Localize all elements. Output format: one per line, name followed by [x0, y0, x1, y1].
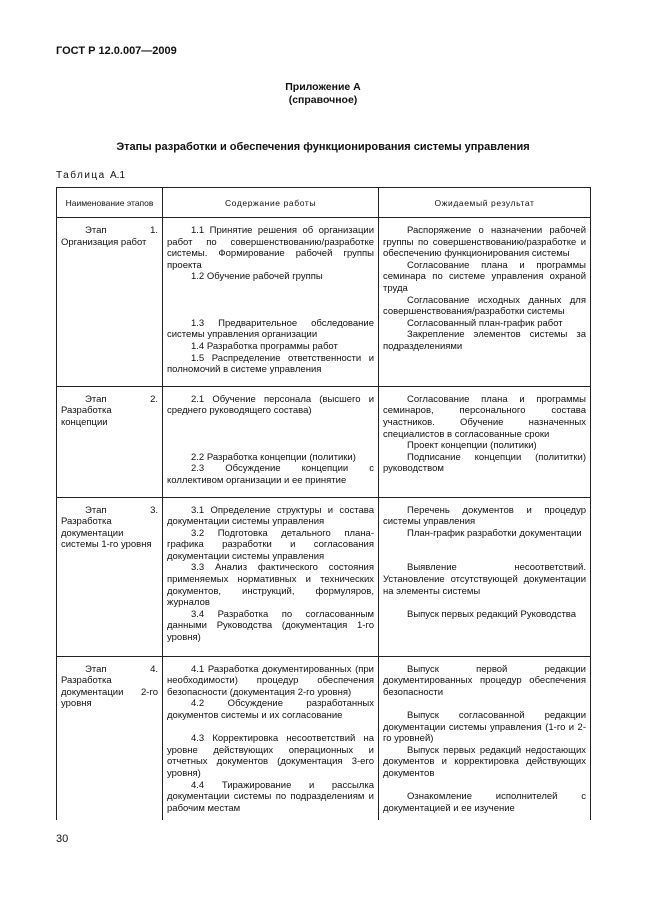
work-content: [163, 656, 379, 814]
result-item: Ознакомление исполнителей с документацией и ее изучение: [383, 791, 586, 814]
stage-name: Этап 3. Разработка документации системы 1-го уровня: [57, 497, 163, 644]
expected-result: [379, 656, 591, 814]
table-row: [57, 218, 591, 376]
result-item: Согласование плана и программы семинара по системе управления охраной труда: [383, 259, 586, 294]
result-item: Выпуск согласованной редакции документации системы управления (1-го и 2-го уровней): [383, 710, 586, 745]
result-item: Выпуск первой редакции документированных процедур обеспечения безопасности: [383, 663, 586, 698]
content-item: 3.2 Подготовка детального плана-графика разработки и согласования документации системы управления: [167, 527, 374, 562]
content-item: 1.2 Обучение рабочей группы: [191, 271, 323, 283]
result-item: Согласование плана и программы семинаров, персонального состава участников. Обучение назначенных специалистов в согласованные сроки: [383, 393, 586, 440]
header-work-content: Содержание работы: [163, 188, 379, 218]
result-item: Согласованный план-график работ: [407, 317, 563, 329]
content-item: 4.4 Тиражирование и рассылка документации системы по подразделениям и рабочим местам: [167, 779, 374, 814]
content-item: 1.3 Предварительное обследование системы управления организации: [167, 317, 374, 341]
content-item: 2.2 Разработка концепции (политики): [191, 451, 356, 463]
result-item: Выпуск первых редакций Руководства: [407, 608, 577, 620]
table-number: А.1: [110, 170, 126, 181]
header-expected-result: Ожидаемый результат: [379, 188, 591, 218]
table-header-row: [57, 188, 591, 218]
stage-name: Этап 1. Организация работ: [57, 218, 163, 376]
expected-result: [379, 497, 591, 644]
stages-table: [56, 187, 591, 820]
result-item: План-график разработки документации: [407, 527, 582, 539]
result-item: Закрепление элементов системы за подразделениями: [383, 329, 586, 352]
expected-result: [379, 386, 591, 486]
appendix-subtitle: (справочное): [288, 94, 358, 106]
expected-result: [379, 218, 591, 376]
page-number: 30: [56, 833, 69, 845]
stage-name: Этап 2. Разработка концепции: [57, 386, 163, 486]
content-item: 4.2 Обсуждение разработанных документов системы и их согласование: [167, 698, 374, 721]
content-item: 1.5 Распределение ответственности и полномочий в системе управления: [167, 352, 374, 376]
content-item: 3.4 Разработка по согласованным данными Руководства (документация 1-го уровня): [167, 608, 374, 644]
table-row: [57, 656, 591, 814]
table-row: [57, 386, 591, 486]
content-item: 3.3 Анализ фактического состояния применяемых нормативных и технических документов, инструкций, формуляров, журналов: [167, 562, 374, 609]
result-item: Выпуск первых редакций недостающих документов и корректировка действующих документов: [383, 744, 586, 779]
content-item: 4.3 Корректировка несоответствий на уровне действующих операционных и отчетных документов (документация 3-его уровня): [167, 733, 374, 779]
work-content: [163, 386, 379, 486]
result-item: Выявление несоответствий. Установление отсутствующей документации на элементы системы: [383, 562, 586, 597]
document-code: ГОСТ Р 12.0.007—2009: [56, 45, 177, 57]
table-row: [57, 497, 591, 644]
section-title: Этапы разработки и обеспечения функционирования системы управления: [116, 141, 530, 153]
stage-name: Этап 4. Разработка документации 2-го уровня: [57, 656, 163, 814]
work-content: [163, 218, 379, 376]
result-item: Проект концепции (политики): [407, 440, 537, 452]
result-item: Перечень документов и процедур системы управления: [383, 504, 586, 528]
work-content: [163, 497, 379, 644]
content-item: 3.1 Определение структуры и состава документации системы управления: [167, 504, 374, 528]
appendix-title: Приложение А: [285, 81, 361, 93]
result-item: Подписание концепции (полититки) руководством: [383, 451, 586, 475]
content-item: 2.3 Обсуждение концепции с коллективом организации и ее принятие: [167, 463, 374, 486]
table-label-text: Таблица: [56, 170, 106, 181]
result-item: Распоряжение о назначении рабочей группы по совершенствованию/разработке и обеспечению функционирования системы: [383, 225, 586, 260]
content-item: 2.1 Обучение персонала (высшего и среднего руководящего состава): [167, 393, 374, 417]
header-stage-name: Наименование этапов: [57, 188, 163, 218]
content-item: 4.1 Разработка документированных (при необходимости) процедур обеспечения безопасности (документация 2-го уровня): [167, 663, 374, 698]
result-item: Согласование исходных данных для совершенствования/разработки системы: [383, 294, 586, 318]
content-item: 1.1 Принятие решения об организации работ по совершенствованию/разработке системы. Формирование рабочей группы проекта: [167, 225, 374, 271]
appendix-heading: [0, 81, 646, 107]
content-item: 1.4 Разработка программы работ: [191, 340, 338, 352]
table-label: [56, 170, 125, 181]
